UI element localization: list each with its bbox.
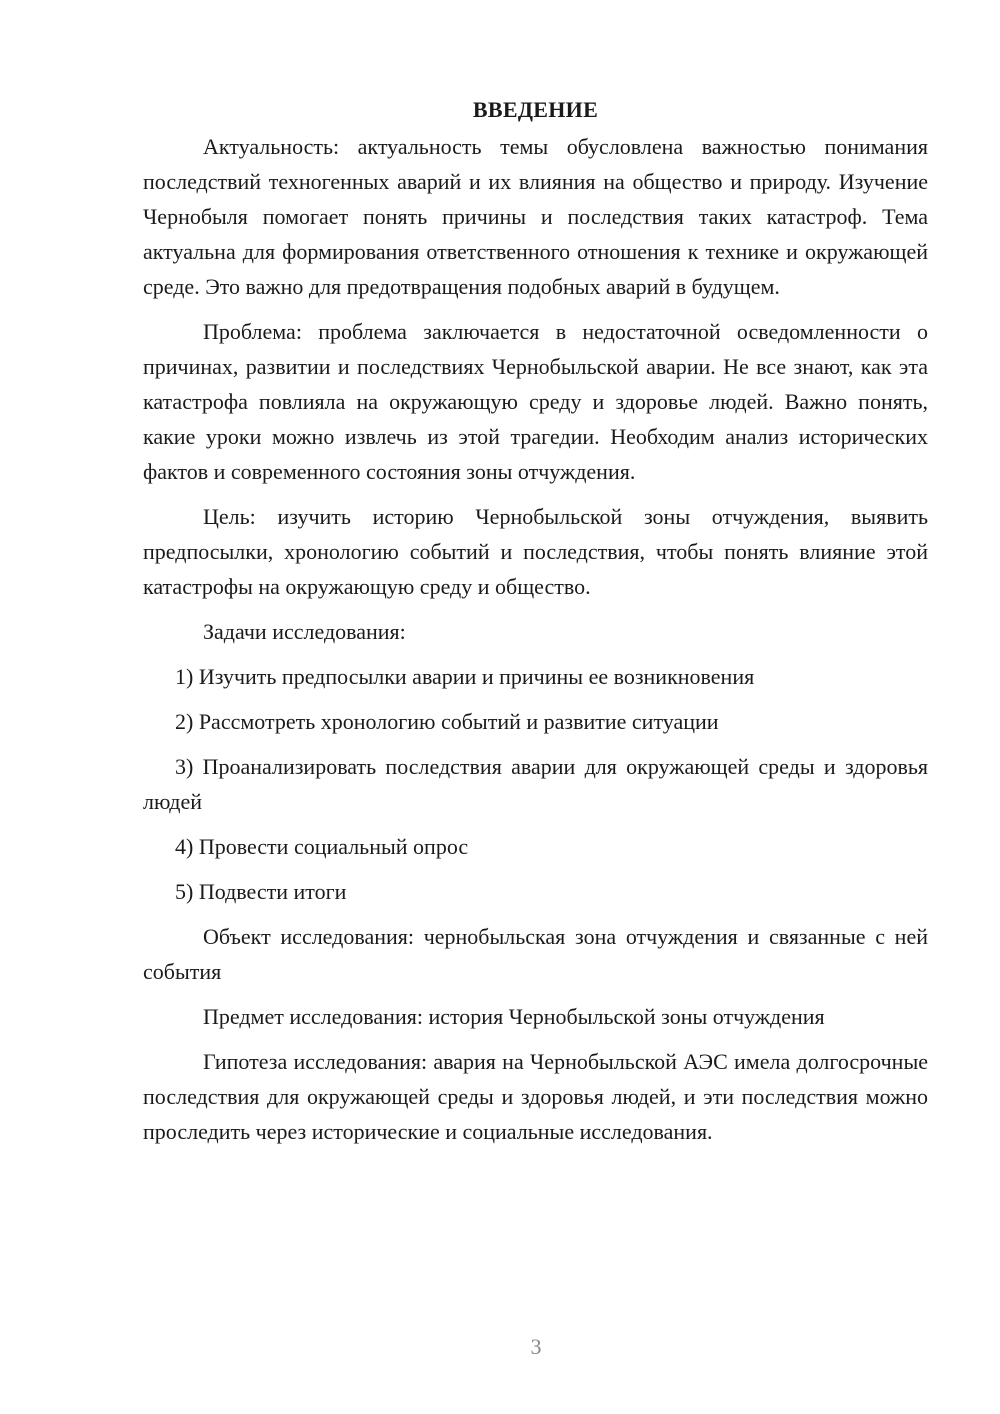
task-item-1: 1) Изучить предпосылки аварии и причины ее возникновения [175, 664, 755, 689]
subject-paragraph: Предмет исследования: история Чернобыльской зоны отчуждения [203, 1004, 825, 1029]
hypothesis-paragraph: Гипотеза исследования: авария на Чернобыльской АЭС имела долгосрочные последствия для окружающей среды и здоровья людей, и эти последствия можно проследить через исторические и социальные исследования. [143, 1049, 928, 1144]
page-content [143, 92, 928, 1159]
problem-paragraph: Проблема: проблема заключается в недостаточной осведомленности о причинах, развитии и последствиях Чернобыльской аварии. Не все знают, как эта катастрофа повлияла на окружающую среду и здоровье людей. Важно понять, какие уроки можно извлечь из этой трагедии. Необходим анализ исторических фактов и современного состояния зоны отчуждения. [143, 319, 928, 484]
relevance-paragraph: Актуальность: актуальность темы обусловлена важностью понимания последствий техногенных аварий и их влияния на общество и природу. Изучение Чернобыля помогает понять причины и последствия таких катастроф. Тема актуальна для формирования ответственного отношения к технике и окружающей среде. Это важно для предотвращения подобных аварий в будущем. [143, 134, 928, 299]
section-heading: ВВЕДЕНИЕ [472, 97, 599, 122]
goal-paragraph: Цель: изучить историю Чернобыльской зоны отчуждения, выявить предпосылки, хронологию событий и последствия, чтобы понять влияние этой катастрофы на окружающую среду и общество. [143, 504, 928, 599]
tasks-list [143, 659, 928, 909]
task-item-2: 2) Рассмотреть хронологию событий и развитие ситуации [175, 709, 719, 734]
tasks-title: Задачи исследования: [203, 619, 406, 644]
page-number: 3 [530, 1334, 542, 1359]
task-item-4: 4) Провести социальный опрос [175, 834, 469, 859]
task-item-3: 3) Проанализировать последствия аварии для окружающей среды и здоровья людей [143, 754, 928, 814]
object-paragraph: Объект исследования: чернобыльская зона отчуждения и связанные с ней события [143, 924, 928, 984]
task-item-5: 5) Подвести итоги [175, 879, 347, 904]
